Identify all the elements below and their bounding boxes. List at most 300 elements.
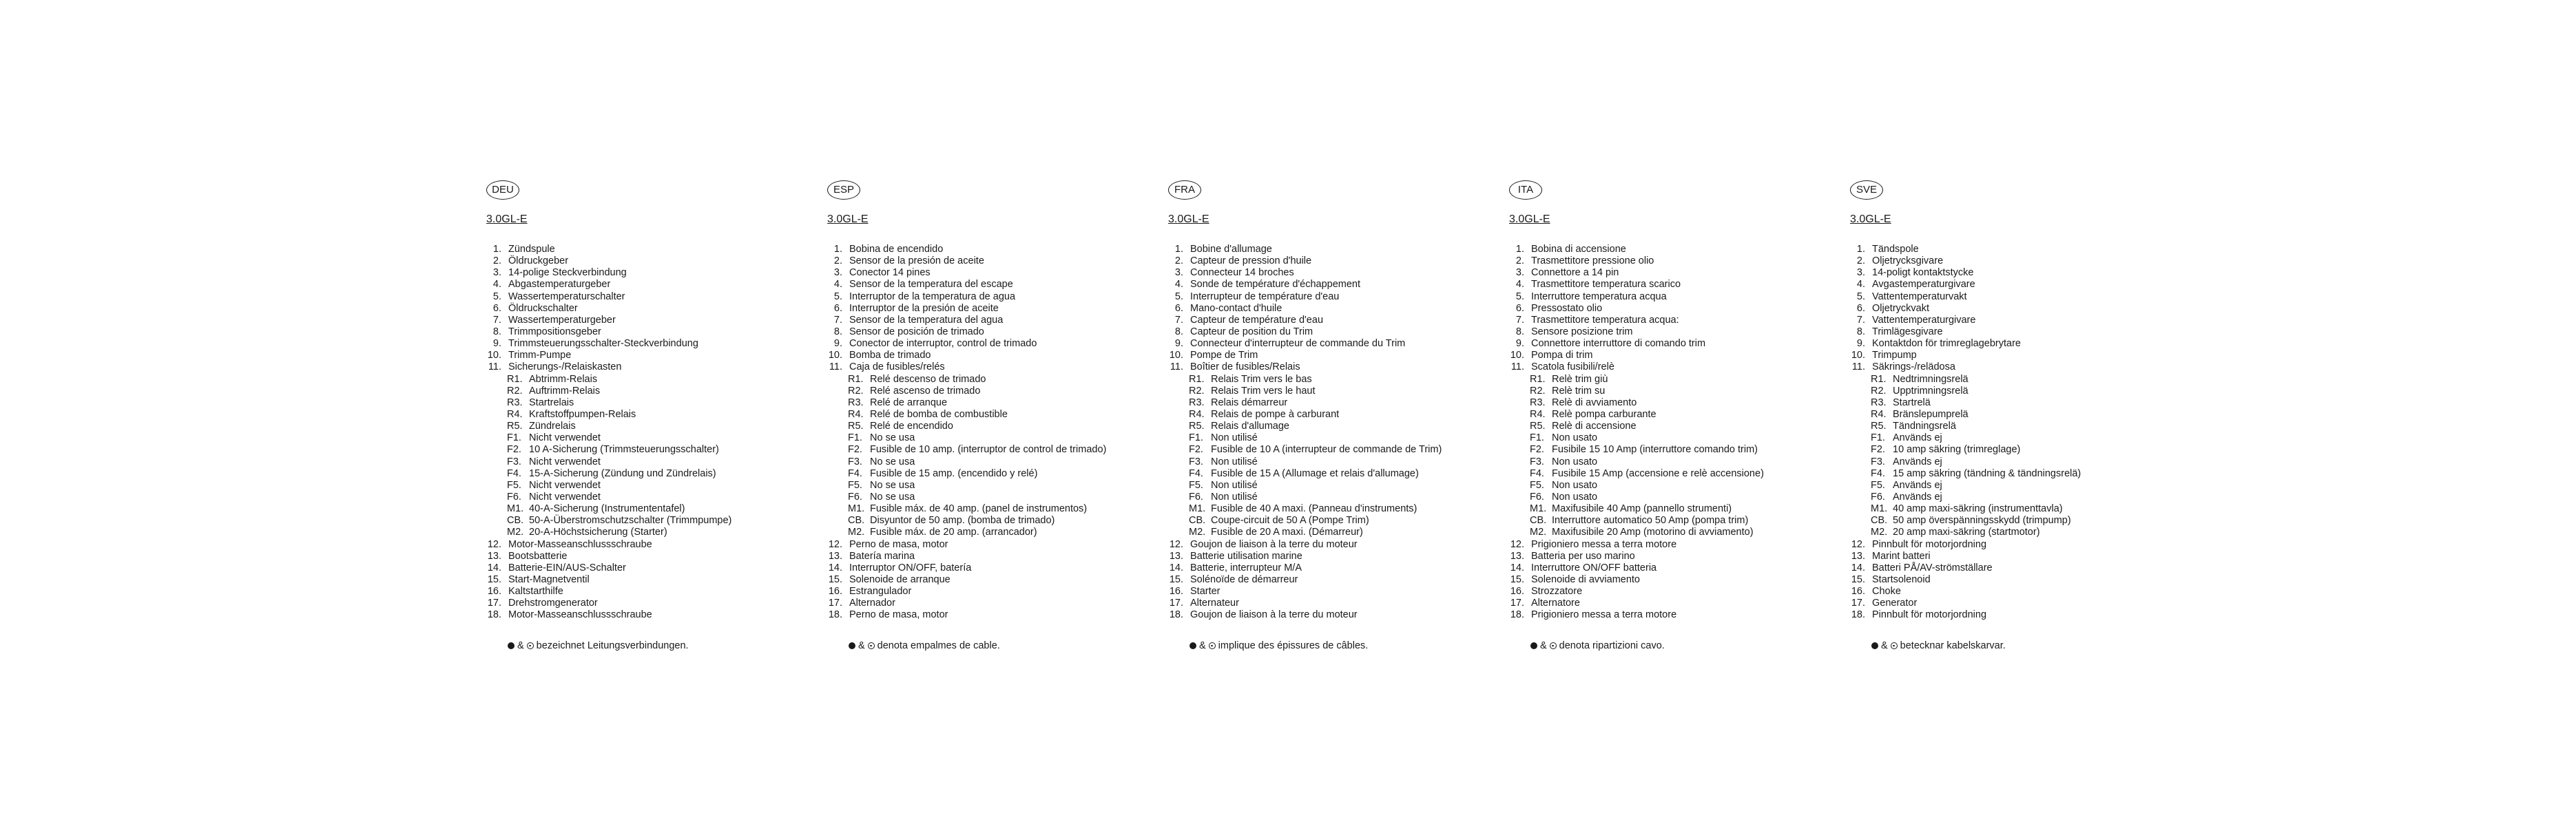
item-label: 14-polige Steckverbindung: [508, 267, 627, 279]
component-item: [1509, 291, 1833, 303]
item-label: Pressostato olio: [1531, 302, 1603, 314]
item-number: 17.: [1169, 598, 1183, 609]
fuse-relay-item: [1168, 409, 1492, 421]
item-number: 12.: [1510, 538, 1524, 550]
item-number: M1.: [1871, 503, 1888, 515]
component-item: [486, 361, 810, 373]
item-number: 12.: [1851, 538, 1865, 550]
item-number: F1.: [507, 432, 521, 444]
item-label: Relé descenso de trimado: [870, 373, 986, 385]
splice-note: & implique des épissures de câbles.: [1190, 640, 1368, 651]
fuse-relay-item: [1509, 397, 1833, 409]
fuse-relay-item: [827, 432, 1151, 444]
item-label: Batterie, interrupteur M/A: [1190, 562, 1302, 573]
ring-dot-icon: [527, 642, 534, 649]
item-number: F5.: [1530, 479, 1544, 491]
item-label: Conector 14 pines: [849, 267, 931, 279]
item-label: Zündrelais: [529, 421, 576, 432]
component-item: [827, 267, 1151, 279]
item-label: Maxifusibile 40 Amp (pannello strumenti): [1552, 503, 1732, 515]
item-label: Trimlägesgivare: [1872, 326, 1943, 337]
component-item: [1850, 539, 2174, 551]
component-item: [486, 562, 810, 574]
component-item: [827, 255, 1151, 267]
item-number: 3.: [833, 267, 842, 279]
fuse-relay-item: [827, 503, 1151, 515]
item-number: 9.: [492, 338, 501, 350]
item-number: R2.: [1189, 385, 1205, 397]
item-number: 16.: [828, 586, 842, 598]
item-number: R3.: [1530, 397, 1546, 408]
item-number: 15.: [828, 573, 842, 585]
component-item: [1168, 562, 1492, 574]
language-badge: ITA: [1509, 180, 1542, 200]
language-badge: SVE: [1850, 180, 1883, 200]
fuse-relay-item: [486, 480, 810, 492]
item-label: Trasmettitore temperatura scarico: [1531, 279, 1681, 291]
item-number: 2.: [1856, 255, 1865, 267]
ring-dot-icon: [1209, 642, 1216, 649]
item-number: 5.: [1174, 291, 1183, 302]
item-number: 16.: [1510, 586, 1524, 598]
item-label: Batteria per uso marino: [1531, 550, 1635, 562]
item-number: 6.: [1174, 302, 1183, 314]
component-item: [486, 338, 810, 350]
item-label: Säkrings-/relädosa: [1872, 361, 1955, 373]
fuse-relay-item: [1850, 480, 2174, 492]
item-label: Nicht verwendet: [529, 456, 601, 467]
fuse-relay-item: [1168, 397, 1492, 409]
item-label: Mano-contact d'huile: [1190, 302, 1282, 314]
item-number: R1.: [1189, 373, 1205, 385]
component-item: [1509, 361, 1833, 373]
splice-note-text: implique des épissures de câbles.: [1218, 640, 1369, 651]
component-item: [1850, 609, 2174, 621]
item-number: 16.: [1851, 586, 1865, 598]
component-item: [827, 315, 1151, 326]
item-label: Nicht verwendet: [529, 432, 601, 444]
component-item: [827, 574, 1151, 586]
component-item: [1168, 586, 1492, 598]
item-label: Fusible de 15 A (Allumage et relais d'allumage): [1211, 467, 1419, 479]
item-number: 12.: [487, 538, 501, 550]
filled-dot-icon: [1190, 642, 1196, 649]
fuse-relay-item: [827, 397, 1151, 409]
item-number: 10.: [1510, 350, 1524, 361]
item-number: 13.: [1510, 550, 1524, 562]
component-item: [1168, 279, 1492, 291]
item-number: 8.: [1174, 326, 1183, 337]
item-label: Interruttore temperatura acqua: [1531, 291, 1667, 302]
fuse-relay-item: [1509, 480, 1833, 492]
model-code: 3.0GL-E: [827, 213, 869, 225]
item-number: 7.: [833, 314, 842, 326]
item-label: Tändningsrelä: [1893, 421, 1956, 432]
item-number: F5.: [1871, 479, 1885, 491]
item-label: Fusible de 20 A maxi. (Démarreur): [1211, 527, 1363, 538]
component-list: [486, 244, 810, 622]
model-code: 3.0GL-E: [486, 213, 528, 225]
component-item: [1509, 598, 1833, 609]
fuse-relay-item: [1850, 468, 2174, 480]
item-number: R5.: [848, 421, 864, 432]
item-label: Startrelä: [1893, 397, 1931, 408]
component-item: [1168, 326, 1492, 338]
ring-dot-icon: [1550, 642, 1557, 649]
item-label: Boîtier de fusibles/Relais: [1190, 361, 1300, 373]
item-label: Nedtrimningsrelä: [1893, 373, 1969, 385]
item-number: F6.: [848, 491, 862, 503]
item-label: Fusibile 15 Amp (accensione e relè accensione): [1552, 467, 1764, 479]
component-item: [827, 350, 1151, 361]
item-label: Bobina de encendido: [849, 244, 944, 255]
fuse-relay-item: [1850, 421, 2174, 432]
item-label: Trasmettitore temperatura acqua:: [1531, 314, 1679, 326]
item-label: Non usato: [1552, 456, 1598, 467]
fuse-relay-item: [486, 492, 810, 503]
item-number: R4.: [848, 408, 864, 420]
item-label: Non utilisé: [1211, 432, 1258, 444]
fuse-relay-item: [486, 468, 810, 480]
item-label: Prigioniero messa a terra motore: [1531, 609, 1677, 621]
fuse-relay-item: [1850, 515, 2174, 527]
item-number: 15.: [487, 573, 501, 585]
item-label: Relé de encendido: [870, 421, 953, 432]
component-item: [486, 574, 810, 586]
component-item: [1509, 267, 1833, 279]
fuse-relay-item: [1509, 468, 1833, 480]
item-label: Capteur de pression d'huile: [1190, 255, 1312, 267]
item-number: R3.: [1871, 397, 1887, 408]
column-deu: [486, 180, 810, 622]
component-item: [827, 244, 1151, 255]
item-number: 2.: [492, 255, 501, 267]
fuse-relay-item: [1168, 480, 1492, 492]
fuse-relay-item: [486, 456, 810, 468]
fuse-relay-item: [827, 456, 1151, 468]
item-number: 6.: [833, 302, 842, 314]
item-number: R3.: [507, 397, 523, 408]
splice-note-text: betecknar kabelskarvar.: [1900, 640, 2006, 651]
item-label: Non usato: [1552, 491, 1598, 503]
item-number: R5.: [1871, 421, 1887, 432]
item-label: Connecteur 14 broches: [1190, 267, 1294, 279]
item-label: 20 amp maxi-säkring (startmotor): [1893, 527, 2040, 538]
item-number: F6.: [1189, 491, 1203, 503]
item-number: 13.: [1169, 550, 1183, 562]
item-number: 8.: [1856, 326, 1865, 337]
item-label: Relé de bomba de combustible: [870, 408, 1008, 420]
item-number: F1.: [1189, 432, 1203, 444]
component-item: [1509, 562, 1833, 574]
item-number: F3.: [1530, 456, 1544, 467]
item-number: F6.: [1530, 491, 1544, 503]
item-label: Non utilisé: [1211, 491, 1258, 503]
item-label: Disyuntor de 50 amp. (bomba de trimado): [870, 515, 1055, 527]
item-label: Öldruckschalter: [508, 302, 578, 314]
fuse-relay-item: [1509, 503, 1833, 515]
item-label: No se usa: [870, 479, 915, 491]
item-label: 10 amp säkring (trimreglage): [1893, 444, 2021, 456]
item-number: F5.: [848, 479, 862, 491]
component-item: [1168, 303, 1492, 315]
item-label: Batterie utilisation marine: [1190, 550, 1302, 562]
item-number: 3.: [1174, 267, 1183, 279]
item-number: R2.: [1871, 385, 1887, 397]
fuse-relay-item: [1168, 503, 1492, 515]
language-badge: ESP: [827, 180, 860, 200]
component-item: [1509, 574, 1833, 586]
item-number: 2.: [1174, 255, 1183, 267]
item-label: 50 amp överspänningsskydd (trimpump): [1893, 515, 2071, 527]
item-number: 15.: [1851, 573, 1865, 585]
item-label: No se usa: [870, 491, 915, 503]
item-label: 20-A-Höchstsicherung (Starter): [529, 527, 667, 538]
item-number: 4.: [1174, 279, 1183, 291]
item-label: Marint batteri: [1872, 550, 1931, 562]
item-number: R1.: [1871, 373, 1887, 385]
item-number: F4.: [1189, 467, 1203, 479]
item-label: Capteur de température d'eau: [1190, 314, 1324, 326]
item-number: 4.: [833, 279, 842, 291]
item-number: R4.: [1189, 408, 1205, 420]
item-number: 15.: [1169, 573, 1183, 585]
item-label: Pompe de Trim: [1190, 350, 1258, 361]
fuse-relay-item: [1850, 397, 2174, 409]
language-badge: DEU: [486, 180, 519, 200]
item-number: F4.: [848, 467, 862, 479]
item-number: 4.: [1856, 279, 1865, 291]
component-item: [1850, 326, 2174, 338]
item-number: 4.: [1515, 279, 1524, 291]
fuse-relay-item: [1509, 515, 1833, 527]
item-label: Starter: [1190, 586, 1221, 598]
item-number: 5.: [833, 291, 842, 302]
column-esp: [827, 180, 1151, 622]
item-number: 1.: [833, 244, 842, 255]
splice-note-text: bezeichnet Leitungsverbindungen.: [536, 640, 689, 651]
item-label: Non utilisé: [1211, 479, 1258, 491]
item-number: 10.: [487, 350, 501, 361]
component-item: [1850, 361, 2174, 373]
item-number: CB.: [1189, 515, 1206, 527]
item-label: Solenoide di avviamento: [1531, 573, 1640, 585]
fuse-relay-item: [1168, 421, 1492, 432]
component-item: [486, 350, 810, 361]
component-item: [1168, 539, 1492, 551]
item-number: F5.: [507, 479, 521, 491]
component-item: [1850, 338, 2174, 350]
item-number: R1.: [848, 373, 864, 385]
fuse-relay-item: [1168, 527, 1492, 538]
item-label: Bootsbatterie: [508, 550, 568, 562]
item-label: Startrelais: [529, 397, 574, 408]
fuse-relay-item: [486, 503, 810, 515]
item-label: Perno de masa, motor: [849, 609, 948, 621]
item-label: Sensor de la temperatura del agua: [849, 314, 1004, 326]
item-label: Fusible de 15 amp. (encendido y relé): [870, 467, 1038, 479]
fuse-relay-item: [1509, 444, 1833, 456]
item-number: 14.: [828, 562, 842, 573]
fuse-relay-item: [1509, 456, 1833, 468]
component-item: [486, 291, 810, 303]
item-label: Perno de masa, motor: [849, 538, 948, 550]
column-fra: [1168, 180, 1492, 622]
item-label: Trasmettitore pressione olio: [1531, 255, 1654, 267]
item-number: 1.: [1174, 244, 1183, 255]
item-number: CB.: [848, 515, 865, 527]
item-number: 7.: [1515, 314, 1524, 326]
item-label: Drehstromgenerator: [508, 598, 598, 609]
item-label: No se usa: [870, 432, 915, 444]
item-number: 3.: [1515, 267, 1524, 279]
item-label: Pinnbult för motorjordning: [1872, 538, 1987, 550]
item-label: Interrupteur de température d'eau: [1190, 291, 1340, 302]
fuse-relay-item: [486, 421, 810, 432]
component-list: [1168, 244, 1492, 622]
item-label: Interruptor de la temperatura de agua: [849, 291, 1016, 302]
item-label: Zündspule: [508, 244, 555, 255]
item-number: CB.: [1871, 515, 1888, 527]
fuse-relay-item: [486, 444, 810, 456]
component-item: [827, 338, 1151, 350]
fuse-relay-item: [486, 515, 810, 527]
component-item: [827, 598, 1151, 609]
filled-dot-icon: [1871, 642, 1878, 649]
component-item: [827, 551, 1151, 562]
component-item: [1850, 255, 2174, 267]
component-list: [1850, 244, 2174, 622]
item-number: 5.: [1856, 291, 1865, 302]
fuse-relay-item: [1850, 456, 2174, 468]
item-label: 15-A-Sicherung (Zündung und Zündrelais): [529, 467, 716, 479]
item-label: Sonde de température d'échappement: [1190, 279, 1361, 291]
item-label: Fusibile 15 10 Amp (interruttore comando trim): [1552, 444, 1758, 456]
item-label: Alternatore: [1531, 598, 1580, 609]
item-label: Sensore posizione trim: [1531, 326, 1633, 337]
item-number: 9.: [1515, 338, 1524, 350]
item-number: 13.: [828, 550, 842, 562]
item-number: 12.: [828, 538, 842, 550]
item-label: Auftrimm-Relais: [529, 385, 601, 397]
component-item: [1168, 361, 1492, 373]
item-number: F4.: [1530, 467, 1544, 479]
item-number: F6.: [1871, 491, 1885, 503]
item-number: 11.: [829, 361, 842, 373]
component-item: [827, 361, 1151, 373]
item-label: 40-A-Sicherung (Instrumententafel): [529, 503, 685, 515]
item-number: 7.: [1174, 314, 1183, 326]
component-item: [1168, 244, 1492, 255]
fuse-relay-item: [1509, 409, 1833, 421]
item-label: Används ej: [1893, 432, 1942, 444]
component-item: [1850, 279, 2174, 291]
item-number: 1.: [1515, 244, 1524, 255]
fuse-relay-item: [827, 515, 1151, 527]
item-label: Estrangulador: [849, 586, 912, 598]
model-code: 3.0GL-E: [1850, 213, 1891, 225]
item-label: Maxifusibile 20 Amp (motorino di avviamento): [1552, 527, 1754, 538]
component-item: [1850, 562, 2174, 574]
item-label: Pompa di trim: [1531, 350, 1593, 361]
item-label: Abgastemperaturgeber: [508, 279, 611, 291]
item-number: F3.: [848, 456, 862, 467]
fuse-relay-item: [827, 480, 1151, 492]
item-number: M1.: [1189, 503, 1206, 515]
item-number: 9.: [833, 338, 842, 350]
splice-note-text: denota empalmes de cable.: [877, 640, 1000, 651]
item-number: 8.: [1515, 326, 1524, 337]
component-item: [1509, 586, 1833, 598]
component-item: [1509, 539, 1833, 551]
ring-dot-icon: [1891, 642, 1898, 649]
item-number: 14.: [1851, 562, 1865, 573]
fuse-relay-item: [1850, 432, 2174, 444]
item-number: 2.: [833, 255, 842, 267]
item-number: R3.: [848, 397, 864, 408]
fuse-relay-item: [1509, 492, 1833, 503]
fuse-relay-item: [1509, 527, 1833, 538]
item-label: Relais d'allumage: [1211, 421, 1289, 432]
item-label: 15 amp säkring (tändning & tändningsrelä): [1893, 467, 2081, 479]
component-list: [827, 244, 1151, 622]
item-label: 40 amp maxi-säkring (instrumenttavla): [1893, 503, 2063, 515]
fuse-relay-item: [486, 386, 810, 397]
item-label: Solenoide de arranque: [849, 573, 951, 585]
item-label: Choke: [1872, 586, 1901, 598]
component-item: [827, 303, 1151, 315]
item-number: 16.: [1169, 586, 1183, 598]
item-number: F2.: [1189, 444, 1203, 456]
item-label: Relais Trim vers le bas: [1211, 373, 1312, 385]
item-label: Bobina di accensione: [1531, 244, 1626, 255]
item-label: Oljetrycksgivare: [1872, 255, 1944, 267]
item-number: F1.: [848, 432, 862, 444]
item-label: Bomba de trimado: [849, 350, 931, 361]
item-number: 8.: [492, 326, 501, 337]
item-label: Relé ascenso de trimado: [870, 385, 981, 397]
item-label: Fusible de 40 A maxi. (Panneau d'instruments): [1211, 503, 1417, 515]
item-number: 13.: [1851, 550, 1865, 562]
item-label: Abtrimm-Relais: [529, 373, 598, 385]
splice-note: & betecknar kabelskarvar.: [1871, 640, 2006, 651]
item-number: F6.: [507, 491, 521, 503]
item-number: 11.: [488, 361, 501, 373]
component-item: [486, 326, 810, 338]
fuse-relay-item: [1168, 432, 1492, 444]
component-item: [1168, 551, 1492, 562]
item-number: 7.: [1856, 314, 1865, 326]
item-number: F2.: [848, 444, 862, 456]
item-number: 1.: [1856, 244, 1865, 255]
item-number: 6.: [492, 302, 501, 314]
item-label: Sensor de la temperatura del escape: [849, 279, 1013, 291]
component-item: [486, 598, 810, 609]
component-item: [486, 586, 810, 598]
item-number: R4.: [507, 408, 523, 420]
component-item: [1168, 267, 1492, 279]
item-label: Alternador: [849, 598, 895, 609]
fuse-relay-item: [486, 409, 810, 421]
item-number: CB.: [1530, 515, 1547, 527]
component-item: [827, 291, 1151, 303]
component-item: [827, 586, 1151, 598]
splice-note-text: denota ripartizioni cavo.: [1559, 640, 1665, 651]
component-item: [1509, 326, 1833, 338]
item-number: 6.: [1856, 302, 1865, 314]
item-number: 9.: [1174, 338, 1183, 350]
item-number: 14.: [487, 562, 501, 573]
